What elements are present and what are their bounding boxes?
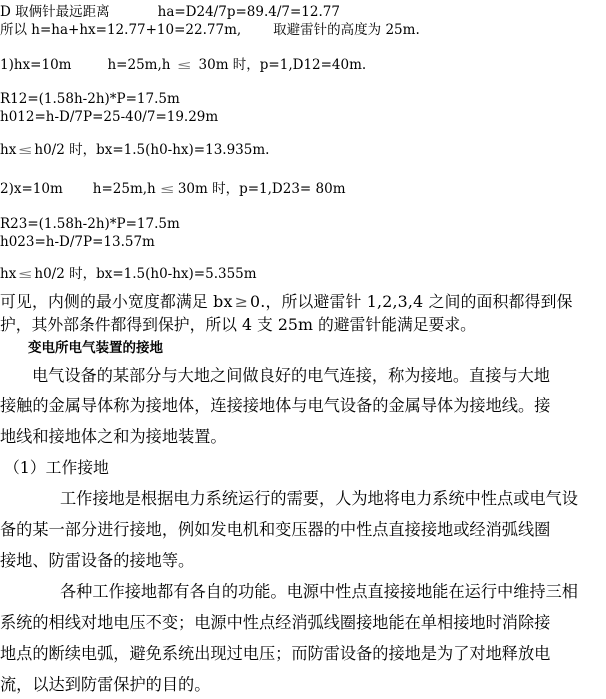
case-1-heading [0,59,366,73]
case-2-heading [0,183,346,197]
para-1-line-1: 电气设备的某部分与大地之间做良好的电气连接，称为接地。直接与大地 [32,366,550,385]
calc-line-2-result: 取避雷针的高度为 25m. [273,22,420,38]
para-3-line-3: 地点的断续电弧，避免系统出现过电压；而防雷设备的接地是为了对地释放电 [0,644,551,663]
formula-bx-2 [0,268,257,282]
formula-bx-1 [0,144,269,158]
bx-1-hx: hx [0,142,17,158]
case-1-h: h=25m,h [107,57,171,73]
case-2-h: h=25m,h [92,181,156,197]
para-3-line-2: 系统的相线对地电压不变；电源中性点经消弧线圈接地能在单相接地时消除接 [0,613,551,632]
para-2-line-3: 接地、防雷设备的接地等。 [0,551,195,570]
greater-equal-symbol: ≥ [234,292,249,311]
less-equal-symbol: ≤ [176,58,193,72]
conclusion-line-2: 护，其外部条件都得到保护，所以 4 支 25m 的避雷针能满足要求。 [0,315,476,334]
formula-h012: h012=h-D/7P=25-40/7=19.29m [0,109,219,125]
less-equal-symbol: ≤ [17,267,33,281]
calc-line-1-label: D 取俩针最远距离 [0,4,110,20]
conclusion-line-1-a: 可见，内侧的最小宽度都满足 bx [0,292,233,311]
calc-line-1-formula: ha=D24/7p=89.4/7=12.77 [157,4,340,20]
conclusion-line-1-b: 0.，所以避雷针 1,2,3,4 之间的面积都得到保 [250,292,573,311]
para-3-line-1: 各种工作接地都有各自的功能。电源中性点直接接地能在运行中维持三相 [60,582,578,601]
less-equal-symbol: ≤ [17,143,33,157]
para-1-line-3: 地线和接地体之和为接地装置。 [0,427,227,446]
calc-line-2 [0,24,420,38]
case-2-x: 2)x=10m [0,181,63,197]
case-1-hx: 1)hx=10m [0,57,72,73]
bx-2-hx: hx [0,266,17,282]
para-2-line-2: 备的某一部分进行接地，例如发电机和变压器的中性点直接接地或经消弧线圈 [0,520,551,539]
para-1-line-2: 接触的金属导体称为接地体，连接接地体与电气设备的金属导体为接地线。接 [0,396,551,415]
formula-r12: R12=(1.58h-2h)*P=17.5m [0,91,180,107]
para-2-line-1: 工作接地是根据电力系统运行的需要，人为地将电力系统中性点或电气设 [60,489,578,508]
calc-line-2-formula: 所以 h=ha+hx=12.77+10=22.77m, [0,22,242,38]
less-equal-symbol: ≤ [159,182,175,196]
section-title: 变电所电气装置的接地 [28,340,163,356]
case-2-condition: 30m 时，p=1,D23= 80m [177,181,346,197]
conclusion-line-1 [0,294,573,310]
case-1-condition: 30m 时，p=1,D12=40m. [198,57,367,73]
bx-2-result: h0/2 时，bx=1.5(h0-hx)=5.355m [34,266,257,282]
calc-line-1 [0,6,340,20]
bx-1-result: h0/2 时，bx=1.5(h0-hx)=13.935m. [34,142,270,158]
formula-r23: R23=(1.58h-2h)*P=17.5m [0,216,180,232]
subsection-title: （1）工作接地 [4,458,109,477]
para-3-line-4: 流，以达到防雷保护的目的。 [0,675,211,694]
formula-h023: h023=h-D/7P=13.57m [0,234,155,250]
